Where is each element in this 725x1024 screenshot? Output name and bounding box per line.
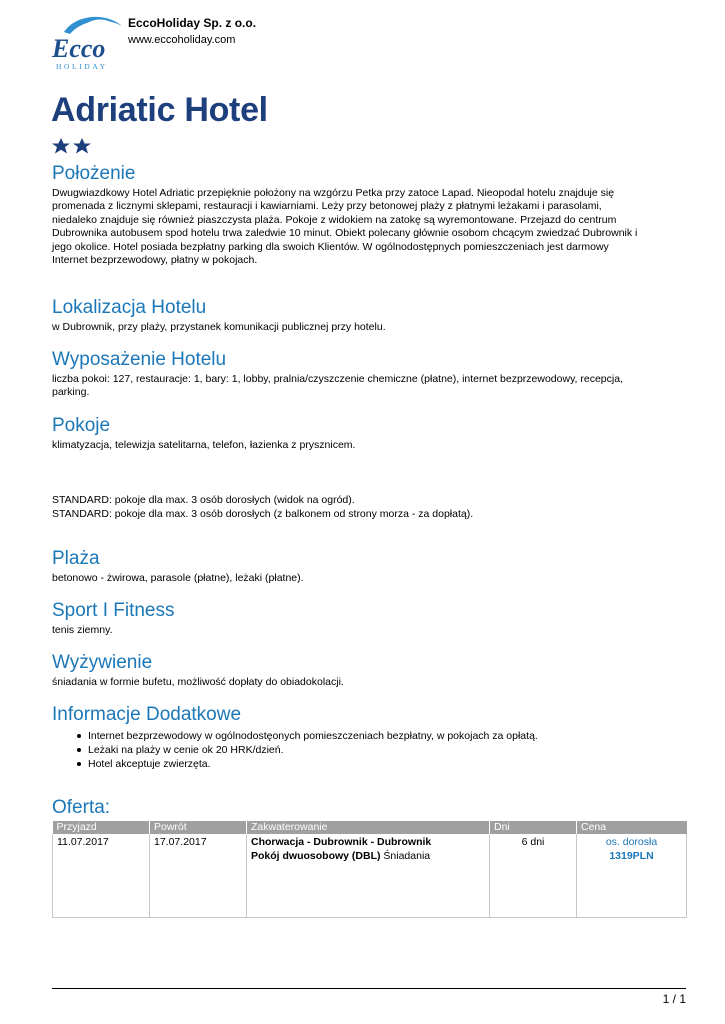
company-name: EccoHoliday Sp. z o.o. [128, 16, 257, 30]
section-informacje [52, 704, 682, 771]
section-text: tenis ziemny. [52, 624, 113, 636]
star-icon [73, 138, 91, 154]
offer-title: Oferta: [52, 797, 111, 818]
text-line: Internet bezprzewodowy, płatny w pokojach. [52, 254, 258, 267]
section-text: betonowo - żwirowa, parasole (płatne), leżaki (płatne). [52, 572, 304, 584]
list-item: Internet bezprzewodowy w ogólnodostęonych pomieszczeniach bezpłatny, w pokojach za opłatą. [52, 729, 682, 743]
column-header-return: Powrót [150, 821, 247, 834]
section-text: śniadania w formie bufetu, możliwość dopłaty do obiadokolacji. [52, 676, 344, 688]
table-header-row [53, 821, 687, 834]
table-row [53, 834, 687, 917]
return-date: 17.07.2017 [150, 834, 247, 917]
hotel-stars [51, 136, 93, 158]
section-wyzywienie [52, 652, 682, 689]
column-header-days: Dni [490, 821, 577, 834]
room-type: STANDARD: pokoje dla max. 3 osób dorosłych (widok na ogród). [52, 494, 355, 507]
section-text [52, 187, 682, 267]
column-header-accommodation: Zakwaterowanie [247, 821, 490, 834]
column-header-price: Cena [577, 821, 687, 834]
room-type: STANDARD: pokoje dla max. 3 osób dorosłych (z balkonem od strony morza - za dopłatą). [52, 507, 474, 520]
section-title: Sport I Fitness [52, 600, 175, 621]
list-item: Leżaki na plaży w cenie ok 20 HRK/dzień. [52, 743, 682, 757]
section-lokalizacja [52, 297, 682, 334]
text-line: liczba pokoi: 127, restauracje: 1, bary: 1, lobby, pralnia/czyszczenie chemiczne (płatne), internet bezprzewodowy, recepcja, [52, 373, 623, 385]
section-polozenie [52, 163, 682, 267]
section-title: Informacje Dodatkowe [52, 704, 242, 725]
section-title: Plaża [52, 548, 100, 569]
text-line: Dubrownika autobusem spod hotelu trwa zaledwie 10 minut. Obiekt polecany głównie osobom chcącym zwiedzać Dubrownik i [52, 227, 638, 240]
section-text [52, 373, 682, 400]
section-title: Wyżywienie [52, 652, 153, 673]
section-pokoje [52, 415, 682, 521]
arrival-date: 11.07.2017 [53, 834, 150, 917]
section-plaza [52, 548, 682, 585]
eccoholiday-logo [46, 12, 124, 72]
room-type-name: Pokój dwuosobowy (DBL) [251, 849, 381, 862]
section-title: Położenie [52, 163, 136, 184]
section-sport [52, 600, 682, 637]
room-types [52, 494, 682, 521]
section-title: Wyposażenie Hotelu [52, 349, 227, 370]
star-icon [52, 138, 70, 154]
page-header [46, 10, 686, 72]
hotel-title: Adriatic Hotel [51, 91, 268, 129]
board-type: Śniadania [380, 849, 431, 862]
page-number: 1 / 1 [662, 992, 686, 1006]
footer-divider [52, 988, 686, 989]
logo-subtext: HOLIDAY [56, 62, 108, 71]
text-line: niedaleko znajduje się również piaszczysta plaża. Pokoje z widokiem na zatokę są wyremontowane. Przejazd do centrum [52, 213, 617, 226]
text-line: promenada z licznymi sklepami, restauracji i kawiarniami. Leży przy betonowej plaży z płatnymi leżakami i parasolami, [52, 200, 602, 213]
section-title: Lokalizacja Hotelu [52, 297, 207, 318]
info-list [52, 729, 682, 771]
list-item: Hotel akceptuje zwierzęta. [52, 757, 682, 771]
company-url: www.eccoholiday.com [128, 34, 236, 46]
section-title: Pokoje [52, 415, 111, 436]
section-text: klimatyzacja, telewizja satelitarna, telefon, łazienka z prysznicem. [52, 439, 356, 451]
accommodation-cell [247, 834, 490, 917]
days-cell: 6 dni [490, 834, 577, 917]
section-wyposazenie [52, 349, 682, 400]
price-value: 1319PLN [609, 849, 654, 862]
text-line: jego okolice. Hotel posiada bezpłatny parking dla swoich Klientów. W ogólnodostępnych pomieszczeniach jest darmowy [52, 240, 609, 253]
logo-text: Ecco [52, 34, 106, 63]
route-name: Chorwacja - Dubrownik - Dubrownik [251, 836, 432, 848]
price-label: os. dorosła [605, 836, 658, 848]
offer-table [52, 821, 687, 918]
price-cell [577, 834, 687, 917]
column-header-arrival: Przyjazd [53, 821, 150, 834]
text-line: Dwugwiazdkowy Hotel Adriatic przepięknie położony na wzgórzu Petka przy zatoce Lapad. Nieopodal hotelu znajduje się [52, 187, 615, 199]
section-text: w Dubrownik, przy plaży, przystanek komunikacji publicznej przy hotelu. [52, 321, 386, 333]
text-line: parking. [52, 386, 90, 399]
